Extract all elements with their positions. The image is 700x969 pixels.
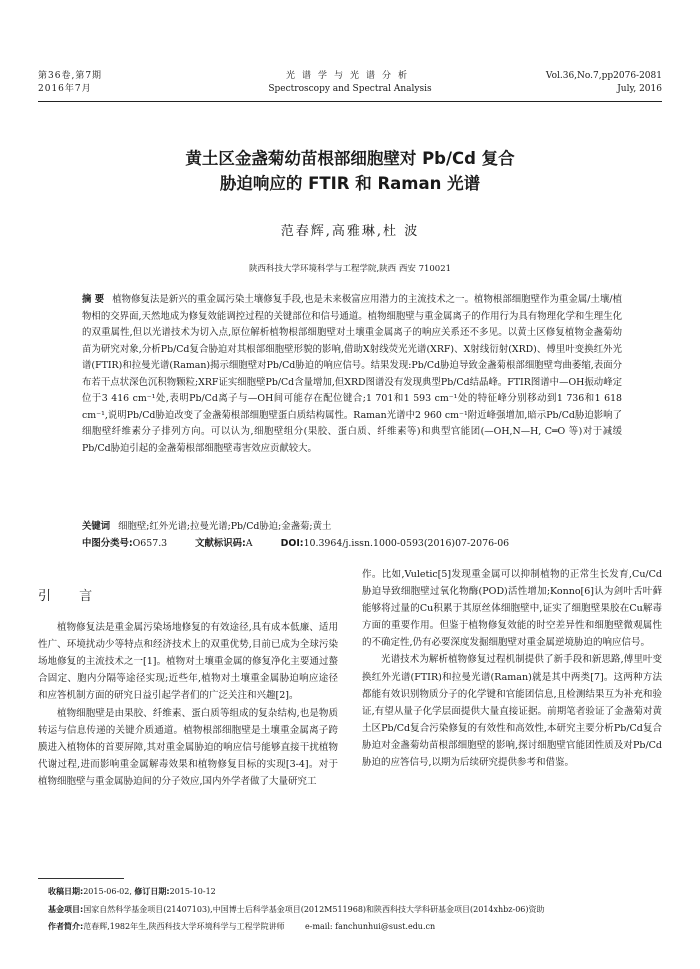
intro-paragraph-2: 植物细胞壁是由果胶、纤维素、蛋白质等组成的复杂结构,也是物质转运与信息传递的关键介质通道。植物根部细胞壁是土壤重金属离子跨膜进入植物体的首要屏障,其对重金属胁迫的响应信号能够直接干扰植物代谢过程,进而影响重金属解毒效果和植物修复目标的实现[3-4]。对于植物细胞壁与重金属胁迫间的分子效应,国内外学者做了大量研究工 xyxy=(38,707,338,787)
footnote-rule xyxy=(38,878,124,879)
author-email[interactable]: e-mail: fanchunhui@sust.edu.cn xyxy=(305,922,436,931)
doc-code-label: 文献标识码: xyxy=(195,538,246,549)
footnote-author: 作者简介:范春辉,1982年生,陕西科技大学环境科学与工程学院讲师 e-mail: fanchunhui@sust.edu.cn xyxy=(48,922,436,931)
doi-label: DOI: xyxy=(280,538,304,549)
paper-title: 黄土区金盏菊幼苗根部细胞壁对 Pb/Cd 复合 胁迫响应的 FTIR 和 Raman 光谱 xyxy=(185,149,515,193)
affiliation: 陕西科技大学环境科学与工程学院,陕西 西安 710021 xyxy=(248,264,452,274)
intro-paragraph-3: 作。比如,Vuletic[5]发现重金属可以抑制植物的正常生长发育,Cu/Cd胁迫导致细胞壁过氧化物酶(POD)活性增加;Konno[6]认为剑叶舌叶藓能够将过量的Cu积累于其原丝体细胞壁中,证实了细胞壁果胶在Cu解毒方面的重要作用。但鉴于植物修复效能的时空差异性和细胞壁微观属性的不确定性,仍有必要深度发掘细胞壁对重金属逆境胁迫的响应信号。 xyxy=(362,569,662,649)
keywords-label: 关键词 xyxy=(82,521,111,532)
abstract-label: 摘 要 xyxy=(82,294,105,305)
intro-paragraph-1: 植物修复法是重金属污染场地修复的有效途径,具有成本低廉、适用性广、环境扰动少等特点和经济技术上的双重优势,目前已成为全球污染场地修复的主流技术之一[1]。植物对土壤重金属的修复净化主要通过螯合固定、胞内分隔等途径实现;近些年,植物对土壤重金属胁迫响应途径和应答机制方面的研究日益引起学者们的广泛关注和兴趣[2]。 xyxy=(38,622,338,702)
author-list: 范春辉,高雅琳,杜 波 xyxy=(280,224,420,239)
abstract xyxy=(82,292,622,457)
volume-pages: Vol.36,No.7,pp2076-2081 July, 2016 xyxy=(545,71,662,94)
header-rule xyxy=(38,101,662,102)
abstract-text: 植物修复法是新兴的重金属污染土壤修复手段,也是未来极富应用潜力的主流技术之一。植物根部细胞壁作为重金属/土壤/植物相的交界面,天然地成为修复效能调控过程的关键部位和信号通道。植物细胞壁与重金属离子的作用行为具有物理化学和生理生化的双重属性,但以光谱技术为切入点,原位解析植物根部细胞壁对土壤重金属离子的响应关系还不多见。以黄土区修复植物金盏菊幼苗为研究对象,分析Pb/Cd复合胁迫对其根部细胞壁形貌的影响,借助X射线荧光光谱(XRF)、X射线衍射(XRD)、傅里叶变换红外光谱(FTIR)和拉曼光谱(Raman)揭示细胞壁对Pb/Cd胁迫的响应信号。结果发现:Pb/Cd胁迫导致金盏菊根部细胞壁弯曲萎缩,表面分布若干点状深色沉积物颗粒;XRF证实细胞壁Pb/Cd含量增加,但XRD图谱没有发现典型Pb/Cd结晶峰。FTIR图谱中—OH振动峰定位于3 416 cm⁻¹处,表明Pb/Cd离子与—OH间可能存在配位键合;1 701和1 593 cm⁻¹处的特征峰分别移动到1 736和1 618 cm⁻¹,说明Pb/Cd胁迫改变了金盏菊根部细胞壁蛋白质结构属性。Raman光谱中2 960 cm⁻¹附近峰强增加,暗示Pb/Cd胁迫影响了细胞壁纤维素分子排列方向。可以认为,细胞壁组分(果胶、蛋白质、纤维素等)和典型官能团(—OH,N—H, C═O 等)对于减缓Pb/Cd胁迫引起的金盏菊根部细胞壁毒害效应贡献较大。 xyxy=(82,294,622,454)
body-column-right xyxy=(362,566,662,771)
volume-issue: 第36卷,第7期 2016年7月 xyxy=(38,71,103,94)
doi-value: 10.3964/j.issn.1000-0593(2016)07-2076-06 xyxy=(303,538,510,549)
intro-paragraph-4: 光谱技术为解析植物修复过程机制提供了新手段和新思路,傅里叶变换红外光谱(FTIR)和拉曼光谱(Raman)就是其中两类[7]。这两种方法都能有效识别物质分子的化学键和官能团信息,且检测结果互为补充和验证,有望从量子化学层面提供大量直接证据。前期笔者验证了金盏菊对黄土区Pb/Cd复合污染修复的有效性和高效性,本研究主要分析Pb/Cd复合胁迫对金盏菊幼苗根部细胞壁的影响,探讨细胞壁官能团性质及对Pb/Cd胁迫的应答信号,以期为后续研究提供参考和借鉴。 xyxy=(362,654,662,769)
footnote-funding: 基金项目:国家自然科学基金项目(21407103),中国博士后科学基金项目(2012M511968)和陕西科技大学科研基金项目(2014xhbz-06)资助 xyxy=(48,905,545,914)
section-heading-intro: 引 言 xyxy=(38,589,105,604)
keywords-text: 细胞壁;红外光谱;拉曼光谱;Pb/Cd胁迫;金盏菊;黄土 xyxy=(118,521,332,532)
running-header xyxy=(38,70,662,100)
clc-label: 中图分类号: xyxy=(82,538,133,549)
journal-name: 光谱学与光谱分析 Spectroscopy and Spectral Analysis xyxy=(268,71,432,94)
classification-line xyxy=(82,536,622,552)
body-column-left xyxy=(38,566,338,790)
doc-code-value: A xyxy=(245,538,253,549)
footnote-dates: 收稿日期:2015-06-02, 修订日期:2015-10-12 xyxy=(48,887,216,896)
clc-value: O657.3 xyxy=(132,538,168,549)
keywords xyxy=(82,519,622,535)
